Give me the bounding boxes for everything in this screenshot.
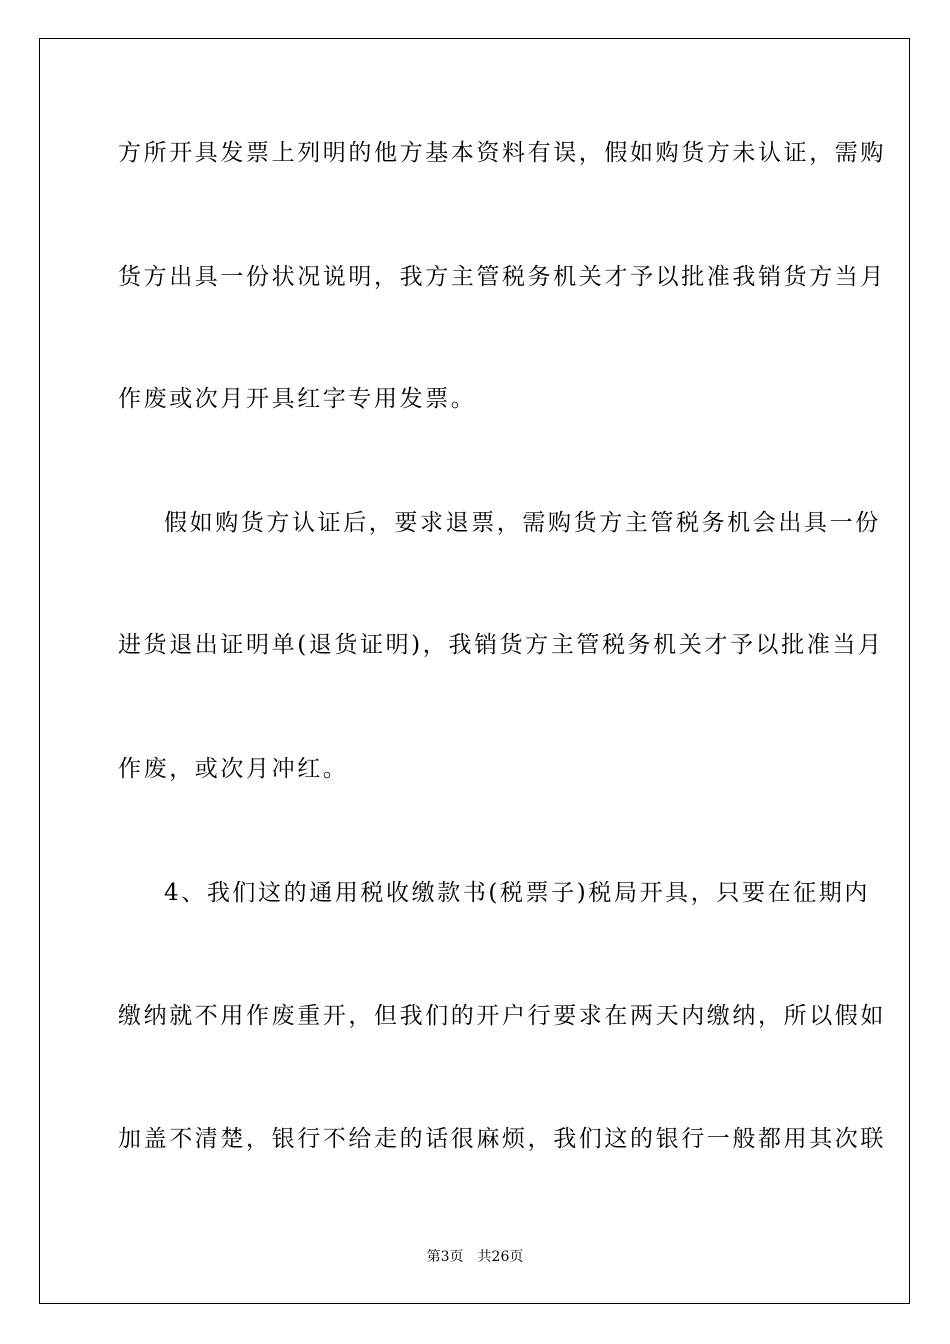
page-number: 第3页: [426, 1249, 464, 1265]
paragraph-start-line: 假如购货方认证后，要求退票，需购货方主管税务机会出具一份: [164, 510, 881, 536]
page-footer: [0, 1248, 950, 1266]
body-line: 货方出具一份状况说明，我方主管税务机关才予以批准我销货方当月: [118, 264, 886, 290]
page-border: [39, 38, 910, 1304]
body-line: 作废，或次月冲红。: [118, 756, 349, 782]
body-line: 方所开具发票上列明的他方基本资料有误，假如购货方未认证，需购: [118, 140, 886, 166]
body-line: 进货退出证明单(退货证明)，我销货方主管税务机关才予以批准当月: [118, 632, 884, 658]
body-line: 作废或次月开具红字专用发票。: [118, 386, 477, 412]
total-pages: 共26页: [477, 1249, 524, 1265]
paragraph-start-line: 4、我们这的通用税收缴款书(税票子)税局开具，只要在征期内: [164, 880, 870, 906]
body-line: 加盖不清楚，银行不给走的话很麻烦，我们这的银行一般都用其次联: [118, 1126, 886, 1152]
body-line: 缴纳就不用作废重开，但我们的开户行要求在两天内缴纳，所以假如: [118, 1003, 886, 1029]
